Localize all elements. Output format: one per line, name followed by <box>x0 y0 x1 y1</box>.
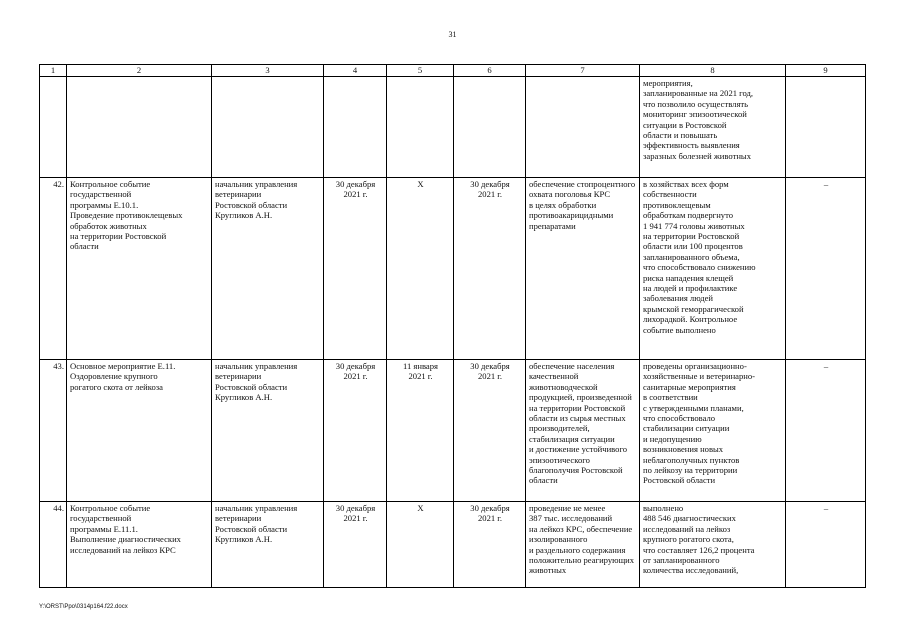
text-line: изолированного <box>529 534 588 545</box>
text-line: производителей, <box>529 423 590 434</box>
text-line: препаратами <box>529 220 576 231</box>
text-line: Контрольное событие <box>70 179 151 189</box>
text-line: крымской геморрагической <box>643 303 744 314</box>
text-line: Кругликов А.Н. <box>215 534 273 545</box>
cell-plan-date <box>324 502 387 588</box>
cell-expected-result <box>526 502 640 588</box>
text-line: 2021 г. <box>408 371 433 382</box>
table-row <box>40 360 866 502</box>
text-line: по лейкозу на территории <box>643 465 738 476</box>
text-line: что составляет 126,2 процента <box>643 544 755 555</box>
cell-fact-date <box>454 502 526 588</box>
cell-note: – <box>786 360 866 502</box>
text-line: ветеринарии <box>215 189 262 200</box>
text-line: на территории Ростовской <box>643 231 740 242</box>
cell-event <box>67 360 212 502</box>
text-line: начальник управления <box>215 179 298 189</box>
cell-start-date <box>387 178 454 360</box>
text-line: 30 декабря <box>470 503 510 513</box>
text-line: противоклещевым <box>643 199 711 210</box>
text-line: что позволило осуществлять <box>643 98 749 109</box>
text-line: стабилизации ситуации <box>643 423 730 434</box>
text-line: области или 100 процентов <box>643 241 743 252</box>
col-header-3: 3 <box>212 65 324 77</box>
cell-responsible <box>212 360 324 502</box>
text-line: охвата поголовья КРС <box>529 189 611 200</box>
text-line: крупного рогатого скота, <box>643 534 734 545</box>
cell-empty <box>526 77 640 178</box>
text-line: что способствовало <box>643 413 716 424</box>
text-line: животноводческой <box>529 381 598 392</box>
text-line: области и повышать <box>643 130 718 141</box>
text-line: 2021 г. <box>477 189 503 200</box>
text-line: риска нападения клещей <box>643 272 734 283</box>
page-number: 31 <box>448 30 457 39</box>
cell-row-number: 42. <box>40 178 67 360</box>
text-line: 1 941 774 головы животных <box>643 220 745 231</box>
text-line: собственности <box>643 189 697 200</box>
header-row <box>40 65 866 77</box>
col-header-2: 2 <box>67 65 212 77</box>
table-row <box>40 502 866 588</box>
text-line: 387 тыс. исследований <box>529 513 613 524</box>
text-line: на лейкоз КРС, обеспечение <box>529 523 633 534</box>
text-line: животных <box>529 565 567 576</box>
cell-note: – <box>786 502 866 588</box>
text-line: возникновения новых <box>643 444 724 455</box>
text-line: ситуации в Ростовской <box>643 119 727 130</box>
text-line: количества исследований, <box>643 565 739 576</box>
cell-empty <box>454 77 526 178</box>
text-line: государственной <box>70 513 132 524</box>
text-line: государственной <box>70 189 132 200</box>
text-line: качественной <box>529 371 579 382</box>
text-line: в целях обработки <box>529 199 597 210</box>
text-line: ветеринарии <box>215 371 262 382</box>
text-line: обработок животных <box>70 220 147 231</box>
cell-empty <box>67 77 212 178</box>
cell-empty <box>40 77 67 178</box>
cell-empty <box>212 77 324 178</box>
cell-plan-date <box>324 360 387 502</box>
text-line: области из сырья местных <box>529 413 626 424</box>
text-line: с утвержденными планами, <box>643 402 744 413</box>
text-line: исследований на лейкоз КРС <box>70 544 176 555</box>
cell-expected-result <box>526 360 640 502</box>
cell-actual-result <box>640 360 786 502</box>
report-table <box>39 64 866 588</box>
text-line: Кругликов А.Н. <box>215 392 273 403</box>
col-header-9: 9 <box>786 65 866 77</box>
text-line: 2021 г. <box>343 513 368 524</box>
cell-row-number: 43. <box>40 360 67 502</box>
text-line: 2021 г. <box>477 371 503 382</box>
text-line: выполнено <box>643 503 684 513</box>
file-path-footer: Y:\ORST\Ppo\0314p164.f22.docx <box>39 604 128 610</box>
text-line: и достижение устойчивого <box>529 444 628 455</box>
text-line: санитарные мероприятия <box>643 381 736 392</box>
cell-actual-result <box>640 77 786 178</box>
text-line: области <box>529 475 558 486</box>
text-line: ветеринарии <box>215 513 262 524</box>
text-line: программы Е.11.1. <box>70 523 138 534</box>
text-line: и раздельного содержания <box>529 544 626 555</box>
text-line: заболевания людей <box>643 293 713 304</box>
text-line: Ростовской области <box>215 381 288 392</box>
text-line: неблагополучных пунктов <box>643 454 740 465</box>
text-line: Оздоровление крупного <box>70 371 158 382</box>
text-line: лихорадкой. Контрольное <box>643 314 738 325</box>
cell-note: – <box>786 178 866 360</box>
text-line: 488 546 диагностических <box>643 513 736 524</box>
text-line: что способствовало снижению <box>643 262 756 273</box>
cell-responsible <box>212 502 324 588</box>
text-line: благополучия Ростовской <box>529 465 623 476</box>
col-header-6: 6 <box>454 65 526 77</box>
text-line: запланированного объема, <box>643 251 740 262</box>
col-header-1: 1 <box>40 65 67 77</box>
text-line: запланированные на 2021 год, <box>643 88 754 99</box>
text-line: Ростовской области <box>215 523 288 534</box>
text-line: начальник управления <box>215 503 298 513</box>
text-line: продукцией, произведенной <box>529 392 632 403</box>
text-line: от запланированного <box>643 555 720 566</box>
text-line: заразных болезней животных <box>643 150 751 161</box>
cell-fact-date <box>454 360 526 502</box>
text-line: эффективность выявления <box>643 140 740 151</box>
text-line: на территории Ростовской <box>70 231 167 242</box>
text-line: мероприятия, <box>643 78 693 88</box>
text-line: 30 декабря <box>470 361 510 371</box>
cell-row-number: 44. <box>40 502 67 588</box>
text-line: 30 декабря <box>470 179 510 189</box>
text-line: событие выполнено <box>643 324 716 335</box>
text-line: 2021 г. <box>477 513 503 524</box>
table-row <box>40 178 866 360</box>
cell-actual-result <box>640 502 786 588</box>
cell-empty <box>387 77 454 178</box>
table-row-continuation <box>40 77 866 178</box>
text-line: 30 декабря <box>335 361 376 371</box>
cell-start-date <box>387 360 454 502</box>
text-line: области <box>70 241 99 252</box>
text-line: программы Е.10.1. <box>70 199 139 210</box>
text-line: мониторинг эпизоотической <box>643 109 747 120</box>
text-line: обеспечение стопроцентного <box>529 179 636 189</box>
text-line: Контрольное событие <box>70 503 151 513</box>
text-line: 2021 г. <box>343 189 368 200</box>
text-line: в хозяйствах всех форм <box>643 179 729 189</box>
cell-empty <box>324 77 387 178</box>
text-line: обработкам подвергнуто <box>643 210 734 221</box>
cell-empty <box>786 77 866 178</box>
text-line: начальник управления <box>215 361 298 371</box>
text-line: исследований на лейкоз <box>643 523 731 534</box>
text-line: противоакарицидными <box>529 210 614 221</box>
text-line: на людей и профилактике <box>643 283 738 294</box>
text-line: положительно реагирующих <box>529 555 635 566</box>
col-header-5: 5 <box>387 65 454 77</box>
text-line: 30 декабря <box>335 179 376 189</box>
cell-fact-date <box>454 178 526 360</box>
text-line: на территории Ростовской <box>529 402 626 413</box>
col-header-7: 7 <box>526 65 640 77</box>
text-line: и недопущению <box>643 433 702 444</box>
text-line: проведение не менее <box>529 503 606 513</box>
text-line: стабилизация ситуации <box>529 433 615 444</box>
text-line: рогатого скота от лейкоза <box>70 381 163 392</box>
cell-expected-result <box>526 178 640 360</box>
col-header-8: 8 <box>640 65 786 77</box>
text-line: Выполнение диагностических <box>70 534 181 545</box>
col-header-4: 4 <box>324 65 387 77</box>
cell-plan-date <box>324 178 387 360</box>
text-line: 11 января <box>403 361 438 371</box>
cell-actual-result <box>640 178 786 360</box>
text-line: Кругликов А.Н. <box>215 210 273 221</box>
text-line: хозяйственные и ветеринарно- <box>643 371 756 382</box>
text-line: проведены организационно- <box>643 361 747 371</box>
text-line: Основное мероприятие Е.11. <box>70 361 176 371</box>
text-line: эпизоотического <box>529 454 590 465</box>
cell-responsible <box>212 178 324 360</box>
text-line: в соответствии <box>643 392 698 403</box>
text-line: 2021 г. <box>343 371 368 382</box>
text-line: Ростовской области <box>643 475 716 486</box>
cell-event <box>67 178 212 360</box>
text-line: обеспечение населения <box>529 361 615 371</box>
text-line: Ростовской области <box>215 199 288 210</box>
text-line: X <box>417 503 424 513</box>
text-line: 30 декабря <box>335 503 376 513</box>
text-line: Проведение противоклещевых <box>70 210 183 221</box>
cell-start-date <box>387 502 454 588</box>
cell-event <box>67 502 212 588</box>
text-line: X <box>417 179 424 189</box>
